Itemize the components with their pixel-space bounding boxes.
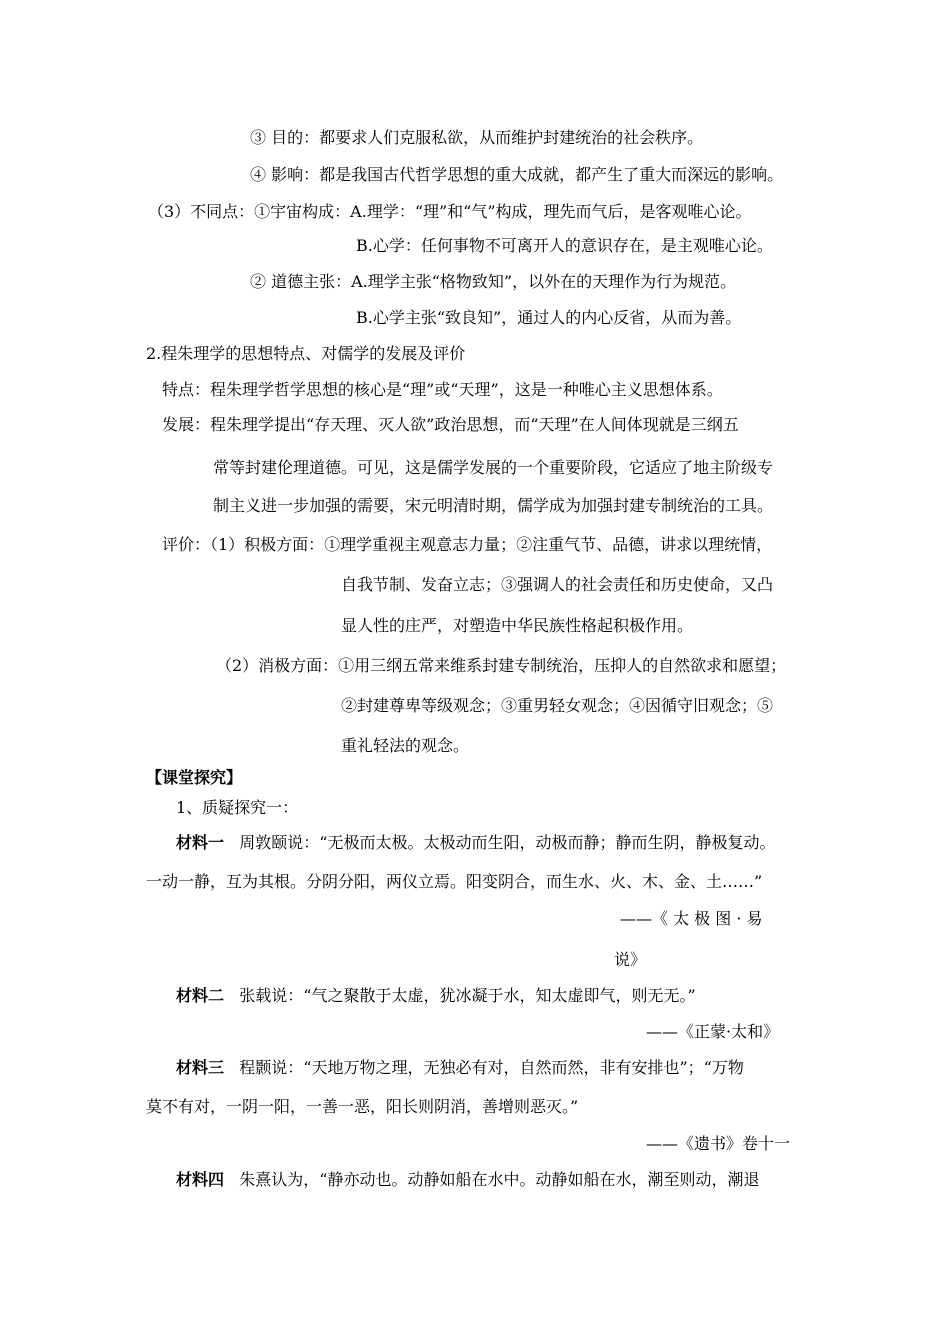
- development-line-3: 制主义进一步加强的需要，宋元明清时期，儒学成为加强封建专制统治的工具。: [213, 496, 774, 515]
- evaluation-negative-line-1: （2）消极方面：①用三纲五常来维系封建专制统治，压抑人的自然欲求和愿望；: [216, 656, 787, 675]
- feature-line: 特点：程朱理学哲学思想的核心是“理”或“天理”，这是一种唯心主义思想体系。: [162, 380, 723, 399]
- material-one-text: 周敦颐说：“无极而太极。太极动而生阳，动极而静；静而生阴，静极复动。: [239, 833, 776, 852]
- moral-lixue-line: ② 道德主张：A.理学主张“格物致知”，以外在的天理作为行为规范。: [250, 272, 737, 291]
- material-two-source: ——《正蒙·太和》: [646, 1022, 780, 1041]
- moral-xinxue-line: B.心学主张“致良知”，通过人的内心反省，从而为善。: [356, 308, 742, 327]
- evaluation-positive-line-2: 自我节制、发奋立志；③强调人的社会责任和历史使命，又凸: [341, 575, 774, 594]
- evaluation-positive-line-1: 评价：（1）积极方面：①理学重视主观意志力量；②注重气节、品德，讲求以理统情，: [162, 535, 773, 554]
- material-three-label: 材料三: [176, 1058, 225, 1077]
- material-one-source: ——《 太 极 图 · 易: [620, 909, 763, 928]
- evaluation-negative-line-3: 重礼轻法的观念。: [341, 736, 470, 755]
- material-one-label: 材料一: [176, 833, 225, 852]
- material-four-line: [176, 1169, 759, 1191]
- question-label: 1、质疑探究一：: [176, 798, 299, 817]
- material-three-line-2: 莫不有对，一阴一阳，一善一恶，阳长则阴消，善增则恶灭。”: [146, 1097, 579, 1116]
- section-heading: 2.程朱理学的思想特点、对儒学的发展及评价: [146, 344, 466, 363]
- material-two-line: [176, 985, 696, 1007]
- evaluation-positive-line-3: 显人性的庄严，对塑造中华民族性格起积极作用。: [341, 616, 694, 635]
- material-one-line-1: [176, 832, 775, 854]
- material-four-text: 朱熹认为，“静亦动也。动静如船在水中。动静如船在水，潮至则动，潮退: [239, 1170, 760, 1189]
- classroom-explore-heading: 【课堂探究】: [146, 768, 243, 787]
- material-three-line-1: [176, 1057, 744, 1079]
- difference-xinxue-line: B.心学：任何事物不可离开人的意识存在，是主观唯心论。: [356, 236, 773, 255]
- material-three-source: ——《遗书》卷十一: [646, 1134, 791, 1153]
- material-one-source-cont: 说》: [614, 950, 647, 969]
- material-two-text: 张载说：“气之聚散于太虚，犹冰凝于水，知太虚即气，则无无。”: [239, 986, 696, 1005]
- material-three-text: 程颢说：“天地万物之理，无独必有对，自然而然，非有安排也”；“万物: [239, 1058, 744, 1077]
- material-two-label: 材料二: [176, 986, 225, 1005]
- evaluation-negative-line-2: ②封建尊卑等级观念；③重男轻女观念；④因循守旧观念；⑤: [341, 696, 774, 715]
- purpose-line: ③ 目的：都要求人们克服私欲，从而维护封建统治的社会秩序。: [250, 128, 704, 147]
- development-line-2: 常等封建伦理道德。可见，这是儒学发展的一个重要阶段，它适应了地主阶级专: [213, 458, 774, 477]
- difference-intro-line: （3）不同点：①宇宙构成：A.理学：“理”和“气”构成，理先而气后，是客观唯心论。: [148, 202, 752, 221]
- influence-line: ④ 影响：都是我国古代哲学思想的重大成就，都产生了重大而深远的影响。: [250, 165, 784, 184]
- material-four-label: 材料四: [176, 1170, 225, 1189]
- development-line-1: 发展：程朱理学提出“存天理、灭人欲”政治思想，而“天理”在人间体现就是三纲五: [162, 415, 739, 434]
- material-one-line-2: 一动一静，互为其根。分阴分阳，两仪立焉。阳变阴合，而生水、火、木、金、土……”: [146, 872, 763, 891]
